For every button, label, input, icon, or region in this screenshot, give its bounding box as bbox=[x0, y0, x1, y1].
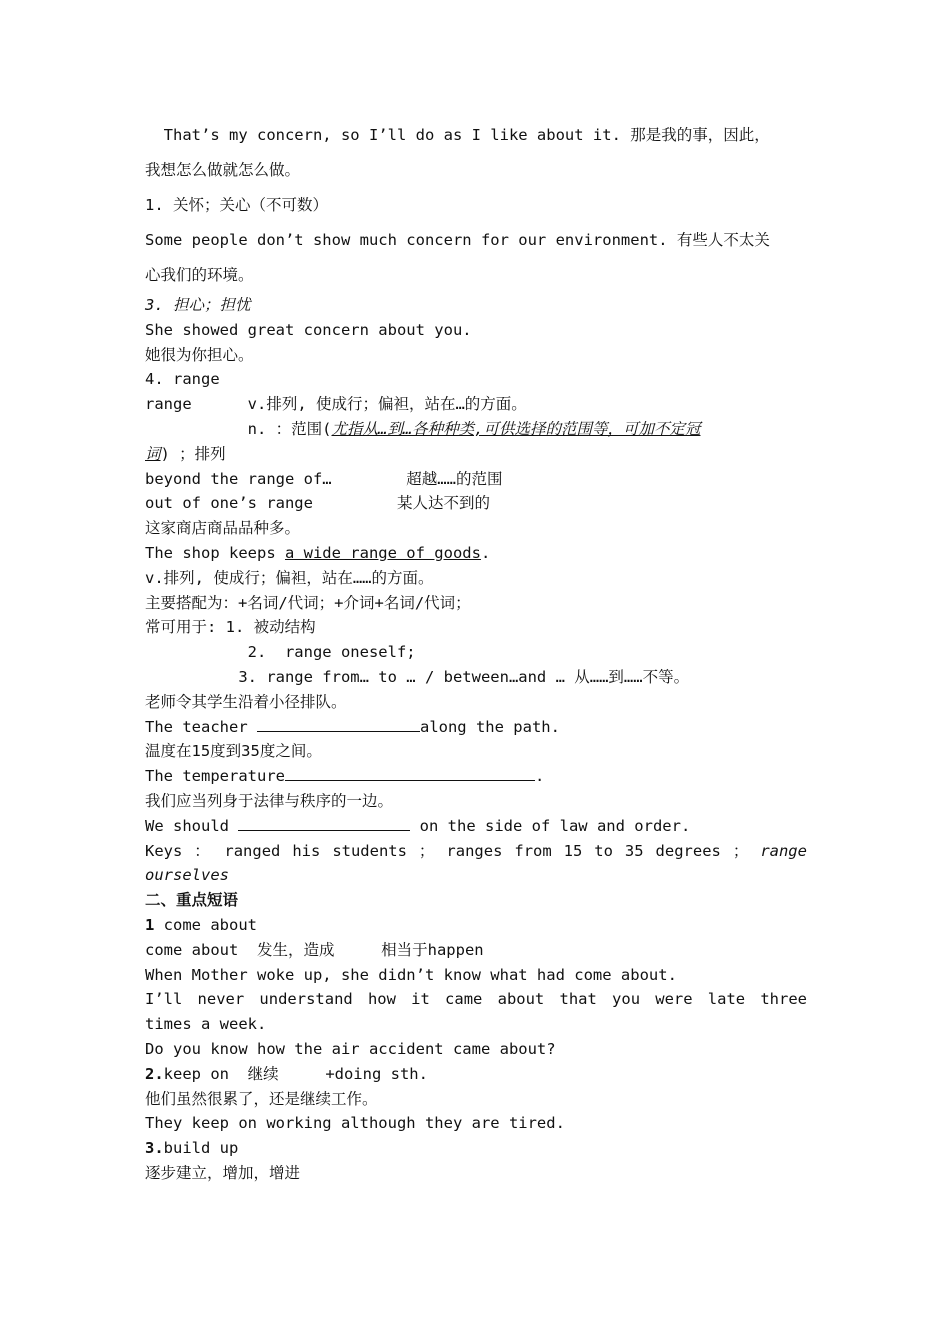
concern-sense-1-example-1: Some people don’t show much concern for our environment. 有些人不太关 bbox=[145, 231, 770, 249]
range-heading: 4. range bbox=[145, 370, 220, 389]
range-verb-def: range v.排列, 使成行；偏袒，站在…的方面。 bbox=[145, 395, 527, 414]
range-usage-2: 2. range oneself; bbox=[145, 643, 416, 662]
phrase-1-example-1: When Mother woke up, she didn’t know what had come about. bbox=[145, 965, 677, 984]
concern-sense-1: 1. 关怀；关心（不可数） bbox=[145, 196, 328, 214]
concern-sense-3-example: She showed great concern about you. bbox=[145, 320, 472, 339]
exercise-2-en: The temperature . bbox=[145, 767, 545, 786]
document-page bbox=[145, 118, 807, 1186]
range-collocations: 主要搭配为：+名词/代词；+介词+名词/代词； bbox=[145, 593, 471, 612]
exercise-1-cn: 老师令其学生沿着小径排队。 bbox=[145, 692, 347, 711]
range-usage-1: 常可用于: 1. 被动结构 bbox=[145, 618, 316, 637]
concern-sense-3-translation: 她很为你担心。 bbox=[145, 345, 254, 364]
answer-blank-3[interactable] bbox=[238, 829, 410, 831]
phrase-1-example-2-cont: times a week. bbox=[145, 1015, 267, 1034]
phrase-1-heading: 1 come about bbox=[145, 915, 257, 934]
exercise-2-cn: 温度在15度到35度之间。 bbox=[145, 742, 322, 761]
range-verb-def-2: v.排列, 使成行；偏袒，站在……的方面。 bbox=[145, 568, 434, 587]
phrase-beyond-range: beyond the range of… 超越……的范围 bbox=[145, 469, 503, 488]
answer-blank-1[interactable] bbox=[257, 730, 420, 732]
exercise-3-cn: 我们应当列身于法律与秩序的一边。 bbox=[145, 791, 394, 810]
range-example-en: The shop keeps a wide range of goods. bbox=[145, 543, 491, 562]
concern-example-line-1: That’s my concern, so I’ll do as I like about it. 那是我的事，因此， bbox=[145, 126, 770, 144]
phrase-1-def: come about 发生，造成 相当于happen bbox=[145, 940, 484, 959]
phrase-3-def: 逐步建立，增加，增进 bbox=[145, 1163, 301, 1182]
phrase-1-example-2: I’ll never understand how it came about that you were late three bbox=[145, 990, 807, 1009]
exercise-1-en: The teacher along the path. bbox=[145, 717, 560, 736]
range-usage-3: 3. range from… to … / between…and … 从……到……不等。 bbox=[145, 667, 690, 686]
concern-sense-3: 3. 担心；担忧 bbox=[145, 296, 251, 314]
range-example-cn: 这家商店商品品种多。 bbox=[145, 519, 301, 538]
concern-example-line-2: 我想怎么做就怎么做。 bbox=[145, 161, 301, 179]
range-noun-def-cont: 词) ；排列 bbox=[145, 444, 226, 463]
phrase-2-example-cn: 他们虽然很累了，还是继续工作。 bbox=[145, 1089, 378, 1108]
concern-sense-1-example-2: 心我们的环境。 bbox=[145, 266, 254, 284]
phrase-1-example-3: Do you know how the air accident came about? bbox=[145, 1039, 556, 1058]
answer-blank-2[interactable] bbox=[285, 779, 535, 781]
answer-keys: Keys ： ranged his students ； ranges from 15 to 35 degrees ； range bbox=[145, 841, 807, 860]
phrase-out-of-range: out of one’s range 某人达不到的 bbox=[145, 494, 490, 513]
exercise-3-en: We should on the side of law and order. bbox=[145, 816, 691, 835]
phrase-2-example-en: They keep on working although they are tired. bbox=[145, 1114, 565, 1133]
section-heading-phrases: 二、重点短语 bbox=[145, 891, 239, 910]
range-noun-def: n. ：范围(尤指从…到…各种种类,可供选择的范围等，可加不定冠 bbox=[145, 419, 701, 438]
answer-keys-cont: ourselves bbox=[145, 866, 229, 885]
phrase-2-heading: 2.keep on 继续 +doing sth. bbox=[145, 1064, 428, 1083]
phrase-3-heading: 3.build up bbox=[145, 1139, 239, 1158]
range-noun-note: 尤指从…到…各种种类,可供选择的范围等，可加不定冠 bbox=[331, 419, 701, 438]
